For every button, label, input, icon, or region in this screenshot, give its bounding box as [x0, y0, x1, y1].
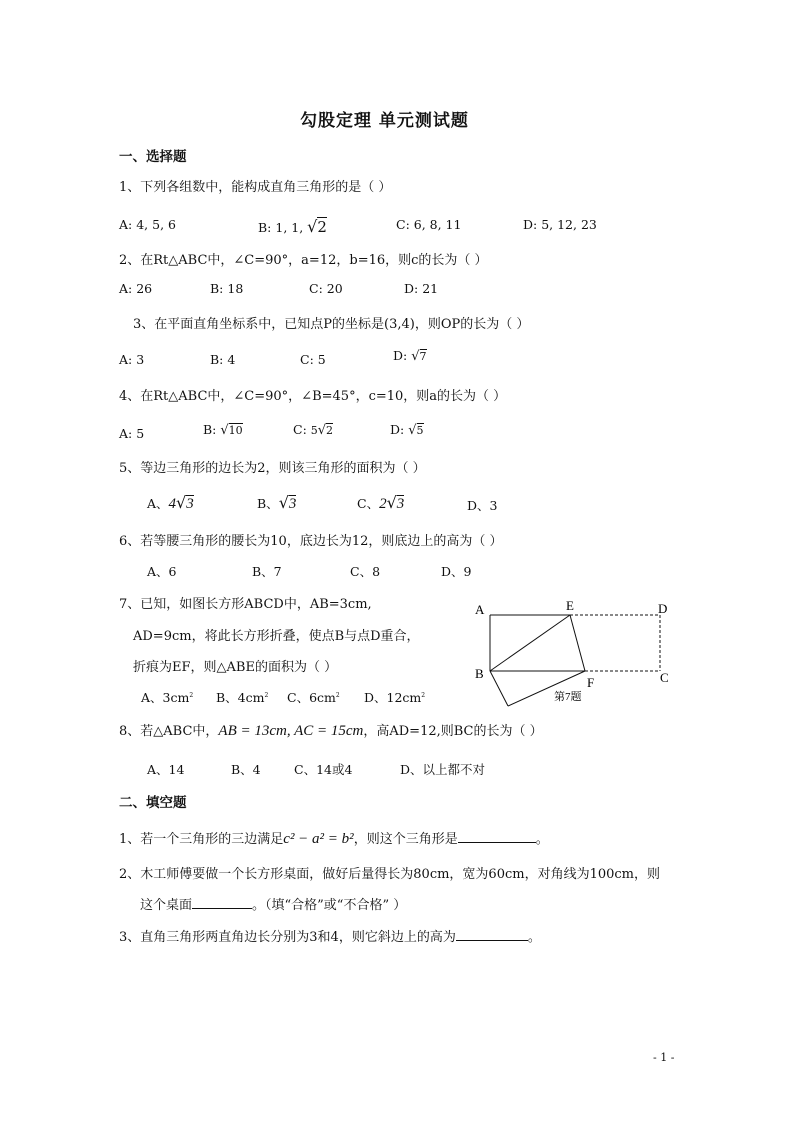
q1-option-d: D: 5, 12, 23: [523, 217, 597, 232]
q3-option-d: D: √7: [393, 348, 427, 364]
q2-option-c: C: 20: [309, 281, 343, 296]
q7-option-a: A、$3cm^2$: [141, 690, 194, 705]
q7-option-c: C、$6cm^2$: [287, 690, 340, 705]
q8-option-d: D、以上都不对: [400, 762, 486, 777]
section-heading-choice: 一、选择题: [119, 149, 187, 165]
q6-option-c: C、8: [350, 564, 381, 579]
q6-option-a: A、6: [147, 564, 177, 579]
q4-option-c: C: 5√2: [293, 422, 334, 438]
question-2-stem: 2、在Rt△ABC中，∠C=90°，a=12，b=16，则c的长为（ ）: [119, 253, 488, 268]
question-6-stem: 6、若等腰三角形的腰长为10，底边长为12，则底边上的高为（ ）: [119, 534, 503, 549]
label-d: D: [658, 601, 668, 616]
section-heading-fill-in: 二、填空题: [119, 795, 187, 811]
fill-question-1: 1、若一个三角形的三边满足c² − a² = b²，则这个三角形是 。: [119, 831, 549, 847]
fold-line-be: [490, 615, 570, 671]
question-8-stem: 8、若△ABC中，AB = 13cm, AC = 15cm，高AD=12,则BC的长为（ ）: [119, 723, 543, 739]
q7-figure: [470, 598, 676, 708]
q5-option-a: A、4√3: [147, 493, 194, 512]
label-c: C: [660, 670, 669, 685]
sqrt-symbol: √: [317, 423, 327, 438]
q3-option-a: A: 3: [119, 352, 145, 367]
page-number: - 1 -: [653, 1051, 675, 1064]
q8-option-c: C、14或4: [294, 762, 353, 777]
q7-option-d: D、$12cm^2$: [364, 690, 426, 705]
q4-option-d: D: √5: [390, 422, 424, 438]
q3-option-b: B: 4: [210, 352, 236, 367]
sqrt-symbol: √: [220, 423, 229, 438]
sqrt-symbol: √: [386, 493, 397, 512]
question-7-line-3: 折痕为EF，则△ABE的面积为（ ）: [133, 660, 338, 675]
answer-blank[interactable]: [192, 896, 252, 909]
question-5-stem: 5、等边三角形的边长为2，则该三角形的面积为（ ）: [119, 461, 426, 476]
label-b: B: [475, 666, 484, 681]
sqrt-symbol: √: [278, 493, 289, 512]
label-a: A: [475, 602, 485, 617]
crease-ef: [570, 615, 585, 671]
figure-caption: 第7题: [554, 691, 582, 703]
fill-question-2-line-1: 2、木工师傅要做一个长方形桌面，做好后量得长为80cm，宽为60cm，对角线为100cm，则: [119, 867, 660, 882]
question-7-line-1: 7、已知，如图长方形ABCD中，AB=3cm,: [119, 597, 372, 612]
fill-question-3: 3、直角三角形两直角边长分别为3和4，则它斜边上的高为 。: [119, 930, 541, 945]
q1-option-a: A: 4, 5, 6: [119, 217, 176, 232]
q4-option-a: A: 5: [119, 426, 145, 441]
q1-option-c: C: 6, 8, 11: [396, 217, 462, 232]
sqrt-symbol: √: [176, 493, 187, 512]
fill-question-2-line-2: 这个桌面 。（填“合格”或“不合格” ）: [140, 898, 407, 913]
q5-option-c: C、2√3: [357, 493, 405, 512]
q2-option-d: D: 21: [404, 281, 439, 296]
question-4-stem: 4、在Rt△ABC中，∠C=90°，∠B=45°，c=10，则a的长为（ ）: [119, 389, 507, 404]
q2-option-b: B: 18: [210, 281, 244, 296]
question-1-stem: 1、下列各组数中，能构成直角三角形的是（ ）: [119, 180, 392, 195]
folded-edge-1: [490, 671, 508, 706]
answer-blank[interactable]: [458, 830, 536, 843]
q2-option-a: A: 26: [119, 281, 153, 296]
q7-option-b: B、$4cm^2$: [216, 690, 269, 705]
sqrt-symbol: √: [307, 217, 318, 236]
answer-blank[interactable]: [456, 928, 528, 941]
q6-option-d: D、9: [441, 564, 472, 579]
page-title: 勾股定理 单元测试题: [300, 111, 469, 131]
q5-option-b: B、√3: [257, 493, 297, 512]
label-e: E: [566, 598, 574, 613]
q8-option-b: B、4: [231, 762, 261, 777]
label-f: F: [587, 675, 595, 690]
q5-option-d: D、3: [467, 498, 498, 513]
question-3-stem: 3、在平面直角坐标系中，已知点P的坐标是(3,4)，则OP的长为（ ）: [133, 317, 530, 332]
q8-option-a: A、14: [147, 762, 185, 777]
q3-option-c: C: 5: [300, 352, 326, 367]
sqrt-symbol: √: [408, 423, 417, 438]
q1-option-b: B: 1, 1, √2: [258, 217, 327, 236]
q6-option-b: B、7: [252, 564, 282, 579]
sqrt-symbol: √: [411, 349, 420, 364]
question-7-line-2: AD=9cm，将此长方形折叠，使点B与点D重合，: [133, 629, 420, 644]
q4-option-b: B: √10: [203, 422, 243, 438]
